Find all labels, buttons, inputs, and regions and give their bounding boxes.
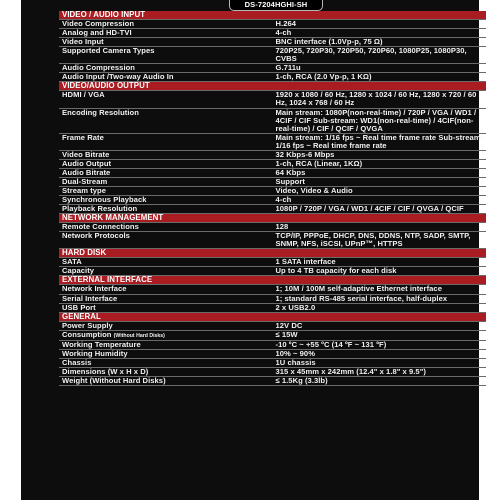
spec-value: 1-ch, RCA (Linear, 1KΩ) [273,159,487,168]
spec-row [59,47,486,64]
spec-row [59,294,486,303]
model-number-tab: DS-7204HGHI-SH [229,0,323,11]
spec-row [59,133,486,150]
spec-label: SATA [62,257,82,267]
spec-value: 1 SATA interface [273,258,487,267]
spec-row [59,285,486,294]
spec-value: 720P25, 720P30, 720P50, 720P60, 1080P25, 1080P30, CVBS [273,47,487,64]
section-title: VIDEO/AUDIO OUTPUT [59,82,486,91]
spec-value: Support [273,177,487,186]
spec-value: 1; standard RS-485 serial interface, half-duplex [273,294,487,303]
spec-label: Video Bitrate [62,149,110,159]
spec-label-note: (Without Hard Disks) [113,332,165,339]
spec-value: H.264 [273,20,487,29]
spec-row [59,108,486,133]
spec-label-cell [59,330,273,340]
spec-value: Main stream: 1/16 fps ~ Real time frame rate Sub-stream: 1/16 fps ~ Real time frame rate [273,133,487,150]
spec-value: BNC interface (1.0Vp-p, 75 Ω) [273,38,487,47]
spec-label: Working Temperature [62,339,141,349]
spec-value: TCP/IP, PPPoE, DHCP, DNS, DDNS, NTP, SADP, SMTP, SNMP, NFS, iSCSI, UPnP™, HTTPS [273,232,487,249]
spec-row [59,349,486,358]
spec-row [59,159,486,168]
spec-value: 315 x 45mm x 242mm (12.4" x 1.8" x 9.5") [273,367,487,376]
spec-label: Chassis [62,357,92,367]
spec-row [59,168,486,177]
spec-label-cell [59,133,273,150]
spec-row [59,376,486,385]
spec-row [59,150,486,159]
spec-label: Frame Rate [62,132,104,142]
spec-label-cell [59,232,273,249]
spec-value: 1U chassis [273,358,487,367]
spec-value: ≤ 15W [273,330,487,340]
spec-label: Remote Connections [62,222,139,232]
spec-label: Consumption [62,329,112,339]
spec-label: Video Compression [62,19,135,29]
spec-label: Analog and HD-TVI [62,28,132,38]
spec-label: Audio Output [62,158,112,168]
spec-sheet [21,0,484,500]
spec-label: Stream type [62,185,107,195]
spec-value: Video, Video & Audio [273,186,487,195]
spec-label-cell [59,376,273,385]
spec-label: Supported Camera Types [62,46,155,56]
spec-row [59,258,486,267]
section-title: HARD DISK [59,249,486,258]
section-title: VIDEO / AUDIO INPUT [59,11,486,20]
spec-row [59,29,486,38]
spec-label: Working Humidity [62,348,128,358]
spec-label-cell [59,303,273,312]
spec-row [59,303,486,312]
spec-table [59,11,486,386]
spec-value: 1; 10M / 100M self-adaptive Ethernet interface [273,285,487,294]
spec-value: ≤ 1.5Kg (3.3lb) [273,376,487,385]
spec-value: 64 Kbps [273,168,487,177]
spec-label: Audio Bitrate [62,167,111,177]
spec-value: -10 ºC ~ +55 ºC (14 ºF ~ 131 ºF) [273,340,487,349]
spec-label: Playback Resolution [62,204,138,214]
spec-label: Encoding Resolution [62,107,139,117]
spec-label: Synchronous Playback [62,194,147,204]
spec-label: HDMI / VGA [62,90,105,100]
section-title: GENERAL [59,312,486,321]
spec-label: Video Input [62,37,104,47]
section-title: NETWORK MANAGEMENT [59,214,486,223]
spec-label: Serial Interface [62,293,118,303]
spec-value: 4-ch [273,195,487,204]
spec-row [59,91,486,108]
spec-value: Up to 4 TB capacity for each disk [273,267,487,276]
section-header [59,312,486,321]
spec-value: 32 Kbps-6 Mbps [273,150,487,159]
spec-label: Network Interface [62,284,127,294]
spec-label: Dimensions (W x H x D) [62,366,149,376]
spec-label-cell [59,108,273,133]
spec-row [59,177,486,186]
spec-value: 10% ~ 90% [273,349,487,358]
spec-label: Dual-Stream [62,176,108,186]
spec-label: Capacity [62,266,95,276]
spec-row [59,232,486,249]
spec-value: 2 x USB2.0 [273,303,487,312]
spec-value: 1080P / 720P / VGA / WD1 / 4CIF / CIF / QVGA / QCIF [273,205,487,214]
spec-value: Main stream: 1080P(non-real-time) / 720P / VGA / WD1 / 4CIF / CIF Sub-stream: WD1(non-real-time) / 4CIF(non-real-time) / CIF / QCIF / QVGA [273,108,487,133]
spec-value: 12V DC [273,321,487,330]
spec-label-cell [59,47,273,64]
spec-label: Audio Compression [62,63,135,73]
spec-value: 1920 x 1080 / 60 Hz, 1280 x 1024 / 60 Hz, 1280 x 720 / 60 Hz, 1024 x 768 / 60 Hz [273,91,487,108]
spec-label: Weight (Without Hard Disks) [62,375,166,385]
spec-row [59,330,486,340]
spec-value: 128 [273,223,487,232]
spec-row [59,321,486,330]
spec-label: Network Protocols [62,231,130,241]
spec-label-cell [59,91,273,108]
spec-label: USB Port [62,302,96,312]
spec-value: 4-ch [273,29,487,38]
spec-label: Audio Input /Two-way Audio In [62,72,174,82]
section-title: EXTERNAL INTERFACE [59,276,486,285]
spec-label: Power Supply [62,320,113,330]
spec-value: G.711u [273,64,487,73]
section-header [59,249,486,258]
spec-value: 1-ch, RCA (2.0 Vp-p, 1 KΩ) [273,73,487,82]
